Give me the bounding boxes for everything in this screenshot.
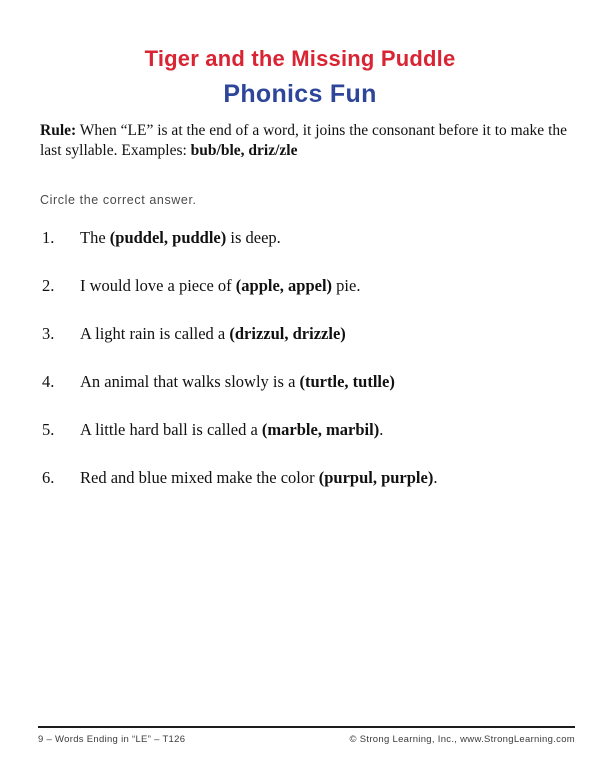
question-number: 4. [42,372,55,391]
question-list [0,227,600,488]
question-after: pie. [332,276,361,295]
question-row-5 [42,419,568,440]
question-choices: (puddel, puddle) [109,228,227,247]
question-row-2 [42,275,568,296]
question-choices: (turtle, tutlle) [299,372,395,391]
page-title: Tiger and the Missing Puddle [144,46,456,71]
question-number: 1. [42,228,55,247]
question-before: A little hard ball is called a [80,420,262,439]
instruction-text: Circle the correct answer. [40,193,197,207]
question-after: . [433,468,438,487]
question-before: The [80,228,110,247]
question-before: An animal that walks slowly is a [80,372,300,391]
page-subtitle: Phonics Fun [223,80,377,108]
question-number: 5. [42,420,55,439]
page-footer [38,726,575,745]
question-choices: (marble, marbil) [261,420,380,439]
rule-text: When “LE” is at the end of a word, it joins the consonant before it to make the last syllable. Examples: [40,122,568,159]
question-row-3 [42,323,568,344]
footer-right-text: © Strong Learning, Inc., www.StrongLearning.com [349,734,575,745]
rule-paragraph [40,121,568,160]
question-text [80,371,395,392]
question-number: 6. [42,468,55,487]
question-choices: (apple, appel) [235,276,333,295]
question-text [80,419,383,440]
question-after: is deep. [226,228,281,247]
question-choices: (purpul, purple) [318,468,434,487]
footer-left-text: 9 – Words Ending in “LE” – T126 [38,734,186,745]
question-number: 3. [42,324,55,343]
question-row-6 [42,467,568,488]
question-before: I would love a piece of [80,276,236,295]
question-text [80,323,346,344]
question-before: A light rain is called a [80,324,230,343]
question-before: Red and blue mixed make the color [80,468,319,487]
question-after: . [379,420,384,439]
question-number: 2. [42,276,55,295]
question-text [80,467,437,488]
question-text [80,227,281,248]
question-choices: (drizzul, drizzle) [229,324,346,343]
question-row-4 [42,371,568,392]
rule-examples: bub/ble, driz/zle [190,141,298,159]
rule-label: Rule: [40,122,77,139]
question-text [80,275,360,296]
question-row-1 [42,227,568,248]
